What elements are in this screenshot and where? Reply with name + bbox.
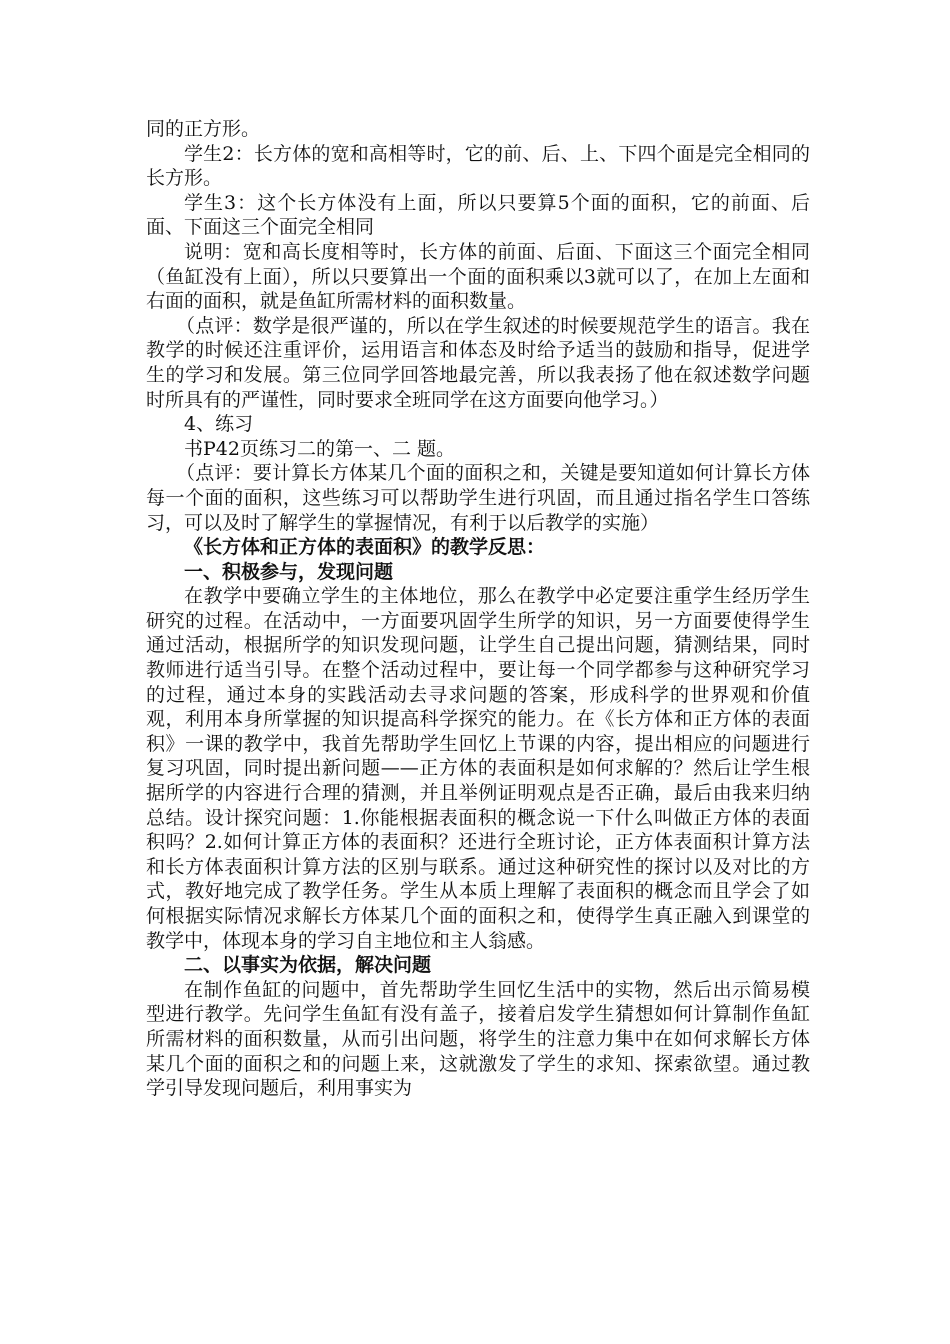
section-title-reflection: 《长方体和正方体的表面积》的教学反思： xyxy=(184,536,546,559)
paragraph-comment-2: （点评：要计算长方体某几个面的面积之和，关键是要知道如何计算长方体每一个面的面积，这些练习可以帮助学生进行巩固，而且通过指名学生口答练习，可以及时了解学生的掌握情况，有利于以后教学的实施） xyxy=(146,462,810,534)
section-heading-1: 一、积极参与，发现问题 xyxy=(184,560,394,583)
paragraph-practice-task: 书P42页练习二的第一、二 题。 xyxy=(184,437,456,460)
paragraph-section-2-body: 在制作鱼缸的问题中，首先帮助学生回忆生活中的实物，然后出示简易模型进行教学。先问学生鱼缸有没有盖子，接着启发学生猜想如何计算制作鱼缸所需材料的面积数量，从而引出问题，将学生的注意力集中在如何求解长方体某几个面的面积之和的问题上来，这就激发了学生的求知、探索欲望。通过教学引导发现问题后，利用事实为 xyxy=(146,978,810,1100)
paragraph-practice-heading: 4、练习 xyxy=(184,413,254,436)
paragraph-comment-1: （点评：数学是很严谨的，所以在学生叙述的时候要规范学生的语言。我在教学的时候还注重评价，运用语言和体态及时给予适当的鼓励和指导，促进学生的学习和发展。第三位同学回答地最完善，所以我表扬了他在叙述数学问题时所具有的严谨性，同时要求全班同学在这方面要向他学习。） xyxy=(146,314,810,411)
paragraph-student-3: 学生3：这个长方体没有上面，所以只要算5个面的面积，它的前面、后面、下面这三个面完全相同 xyxy=(146,191,810,239)
paragraph-student-2: 学生2：长方体的宽和高相等时，它的前、后、上、下四个面是完全相同的长方形。 xyxy=(146,142,810,190)
paragraph-explanation: 说明：宽和高长度相等时，长方体的前面、后面、下面这三个面完全相同（鱼缸没有上面），所以只要算出一个面的面积乘以3就可以了，在加上左面和右面的面积，就是鱼缸所需材料的面积数量。 xyxy=(146,240,810,313)
paragraph-section-1-body: 在教学中要确立学生的主体地位，那么在教学中必定要注重学生经历学生研究的过程。在活动中，一方面要巩固学生所学的知识，另一方面要使得学生通过活动，根据所学的知识发现问题，让学生自己提出问题，猜测结果，同时教师进行适当引导。在整个活动过程中，要让每一个同学都参与这种研究学习的过程，通过本身的实践活动去寻求问题的答案，形成科学的世界观和价值观，利用本身所掌握的知识提高科学探究的能力。在《长方体和正方体的表面积》一课的教学中，我首先帮助学生回忆上节课的内容，提出相应的问题进行复习巩固，同时提出新问题——正方体的表面积是如何求解的？然后让学生根据所学的内容进行合理的猜测，并且举例证明观点是否正确，最后由我来归纳总结。设计探究问题：1.你能根据表面积的概念说一下什么叫做正方体的表面积吗？2.如何计算正方体的表面积？还进行全班讨论，正方体表面积计算方法和长方体表面积计算方法的区别与联系。通过这种研究性的探讨以及对比的方式，教好地完成了教学任务。学生从本质上理解了表面积的概念而且学会了如何根据实际情况求解长方体某几个面的面积之和，使得学生真正融入到课堂的教学中，体现本身的学习自主地位和主人翁感。 xyxy=(146,585,810,952)
section-heading-2: 二、以事实为依据，解决问题 xyxy=(184,954,432,977)
paragraph-continuation: 同的正方形。 xyxy=(146,118,261,140)
document-body xyxy=(146,117,810,1101)
